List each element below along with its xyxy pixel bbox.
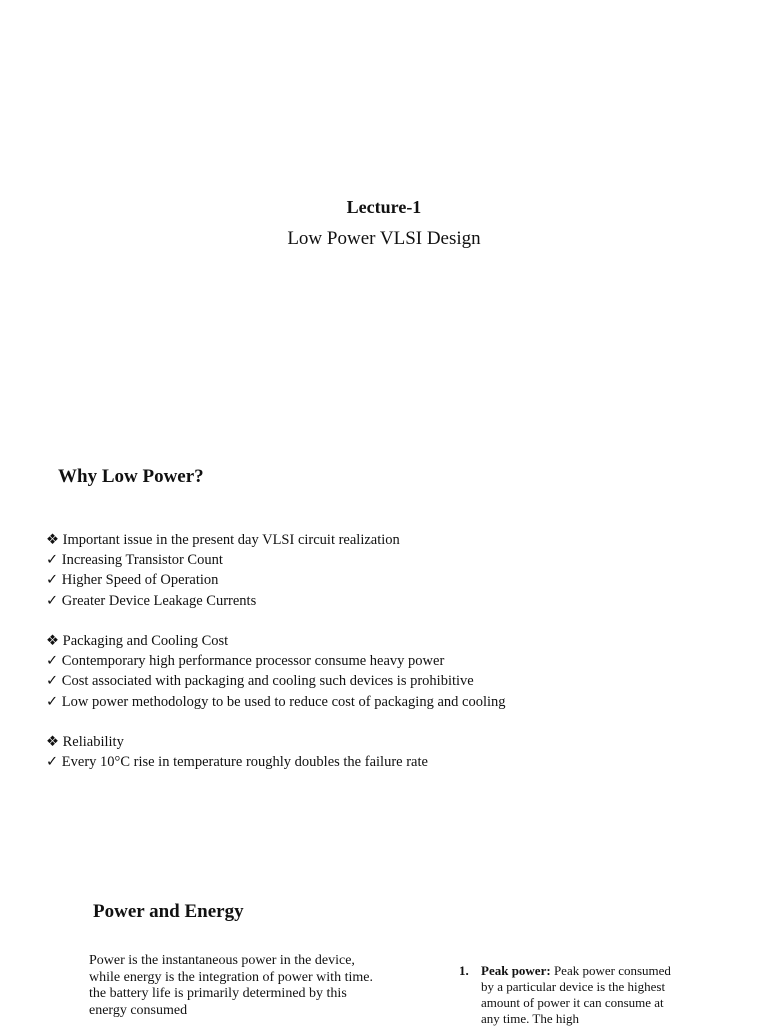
bullet-point: ✓ Greater Device Leakage Currents [46, 592, 257, 609]
list-number: 1. [459, 963, 469, 978]
bullet-point: ✓ Higher Speed of Operation [46, 572, 219, 589]
bullet-point: ✓ Cost associated with packaging and cooling such devices is prohibitive [46, 673, 474, 690]
bullet-heading: ❖ Reliability [46, 734, 124, 750]
bullet-point: ✓ Low power methodology to be used to reduce cost of packaging and cooling [46, 693, 506, 710]
bullet-heading: ❖ Packaging and Cooling Cost [46, 633, 229, 649]
list-item-body [481, 963, 671, 1027]
why-low-power-list [46, 530, 506, 772]
why-low-power-heading: Why Low Power? [58, 466, 204, 487]
peak-power-list-item [459, 963, 699, 1027]
power-energy-paragraph: Power is the instantaneous power in the device, while energy is the integration of power with time. the battery life is primarily determined by this energy consumed [89, 953, 373, 1018]
peak-power-text: Peak power consumed by a particular device is the highest amount of power it can consume at any time. The high [481, 963, 671, 1026]
power-and-energy-heading: Power and Energy [93, 901, 244, 922]
bullet-heading: ❖ Important issue in the present day VLSI circuit realization [46, 532, 400, 548]
bullet-point: ✓ Every 10°C rise in temperature roughly doubles the failure rate [46, 754, 428, 771]
bullet-point: ✓ Contemporary high performance processor consume heavy power [46, 653, 445, 670]
peak-power-label: Peak power: [481, 963, 551, 978]
lecture-number: Lecture-1 [346, 197, 422, 217]
lecture-title: Low Power VLSI Design [287, 228, 481, 249]
bullet-point: ✓ Increasing Transistor Count [46, 552, 223, 569]
